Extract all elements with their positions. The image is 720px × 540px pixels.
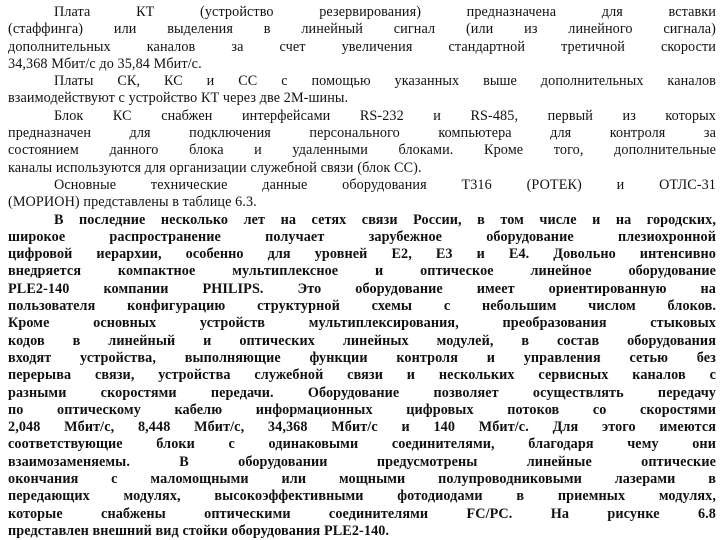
paragraph — [8, 108, 716, 177]
text-line: представлен внешний вид стойки оборудования PLE2-140. — [8, 522, 390, 539]
text-line: передающих модулях, высокоэффективными фотодиодами в приемных модулях, — [8, 488, 716, 505]
text-line: которые снабжены оптическими соединителями FC/PC. На рисунке 6.8 — [8, 505, 716, 522]
document-body — [8, 4, 716, 540]
text-line: Платы СК, КС и СС с помощью указанных выше дополнительных каналов — [54, 73, 716, 90]
text-line: (МОРИОН) представлены в таблице 6.3. — [8, 194, 257, 211]
text-line: входят устройства, выполняющие функции контроля и управления сетью без — [8, 349, 716, 366]
text-line: дополнительных каналов за счет увеличения стандартной третичной скорости — [8, 38, 716, 55]
text-line: перерыва связи, устройства служебной связи и нескольких сервисных каналов с — [8, 367, 716, 384]
paragraph — [8, 4, 716, 73]
text-line: разными скоростями передачи. Оборудование позволяет осуществлять передачу — [8, 384, 716, 401]
text-line: соответствующие блоки с одинаковыми соединителями, благодаря чему они — [8, 436, 716, 453]
text-line: по оптическому кабелю информационных цифровых потоков со скоростями — [8, 401, 716, 418]
text-line: широкое распространение получает зарубежное оборудование плезиохронной — [8, 228, 716, 245]
text-line: Кроме основных устройств мультиплексирования, преобразования стыковых — [8, 315, 716, 332]
text-line: каналы используются для организации служебной связи (блок СС). — [8, 159, 422, 176]
text-line: Блок КС снабжен интерфейсами RS-232 и RS-485, первый из которых — [54, 107, 716, 124]
text-line: пользователя конфигурацию структурной схемы с небольшим числом блоков. — [8, 298, 716, 315]
text-line: цифровой иерархии, особенно для уровней Е2, Е3 и Е4. Довольно интенсивно — [8, 246, 716, 263]
text-line: 34,368 Мбит/с до 35,84 Мбит/с. — [8, 55, 202, 72]
text-line: окончания с маломощными или мощными полупроводниковыми лазерами в — [8, 471, 716, 488]
text-line: взаимодействуют с устройство КТ через две 2М-шины. — [8, 90, 349, 107]
text-line: внедряется компактное мультиплексное и оптическое линейное оборудование — [8, 263, 716, 280]
text-line: состоянием данного блока и удаленными блоками. Кроме того, дополнительные — [8, 142, 716, 159]
text-line: В последние несколько лет на сетях связи России, в том числе и на городских, — [54, 211, 716, 228]
text-line: Плата КТ (устройство резервирования) предназначена для вставки — [54, 4, 716, 20]
text-line: кодов в линейный и оптических линейных модулей, в состав оборудования — [8, 332, 716, 349]
paragraph — [8, 212, 716, 540]
paragraph — [8, 73, 716, 108]
text-line: (стаффинга) или выделения в линейный сигнал (или из линейного сигнала) — [8, 21, 716, 38]
text-line: PLE2-140 компании PHILIPS. Это оборудование имеет ориентированную на — [8, 280, 716, 297]
text-line: 2,048 Мбит/с, 8,448 Мбит/с, 34,368 Мбит/с и 140 Мбит/с. Для этого имеются — [8, 419, 716, 436]
paragraph — [8, 177, 716, 212]
text-line: Основные технические данные оборудования Т316 (РОТЕК) и ОТЛС-31 — [54, 176, 716, 193]
text-line: предназначен для подключения персонального компьютера для контроля за — [8, 125, 716, 142]
text-line: взаимозаменяемы. В оборудовании предусмотрены линейные оптические — [8, 453, 716, 470]
